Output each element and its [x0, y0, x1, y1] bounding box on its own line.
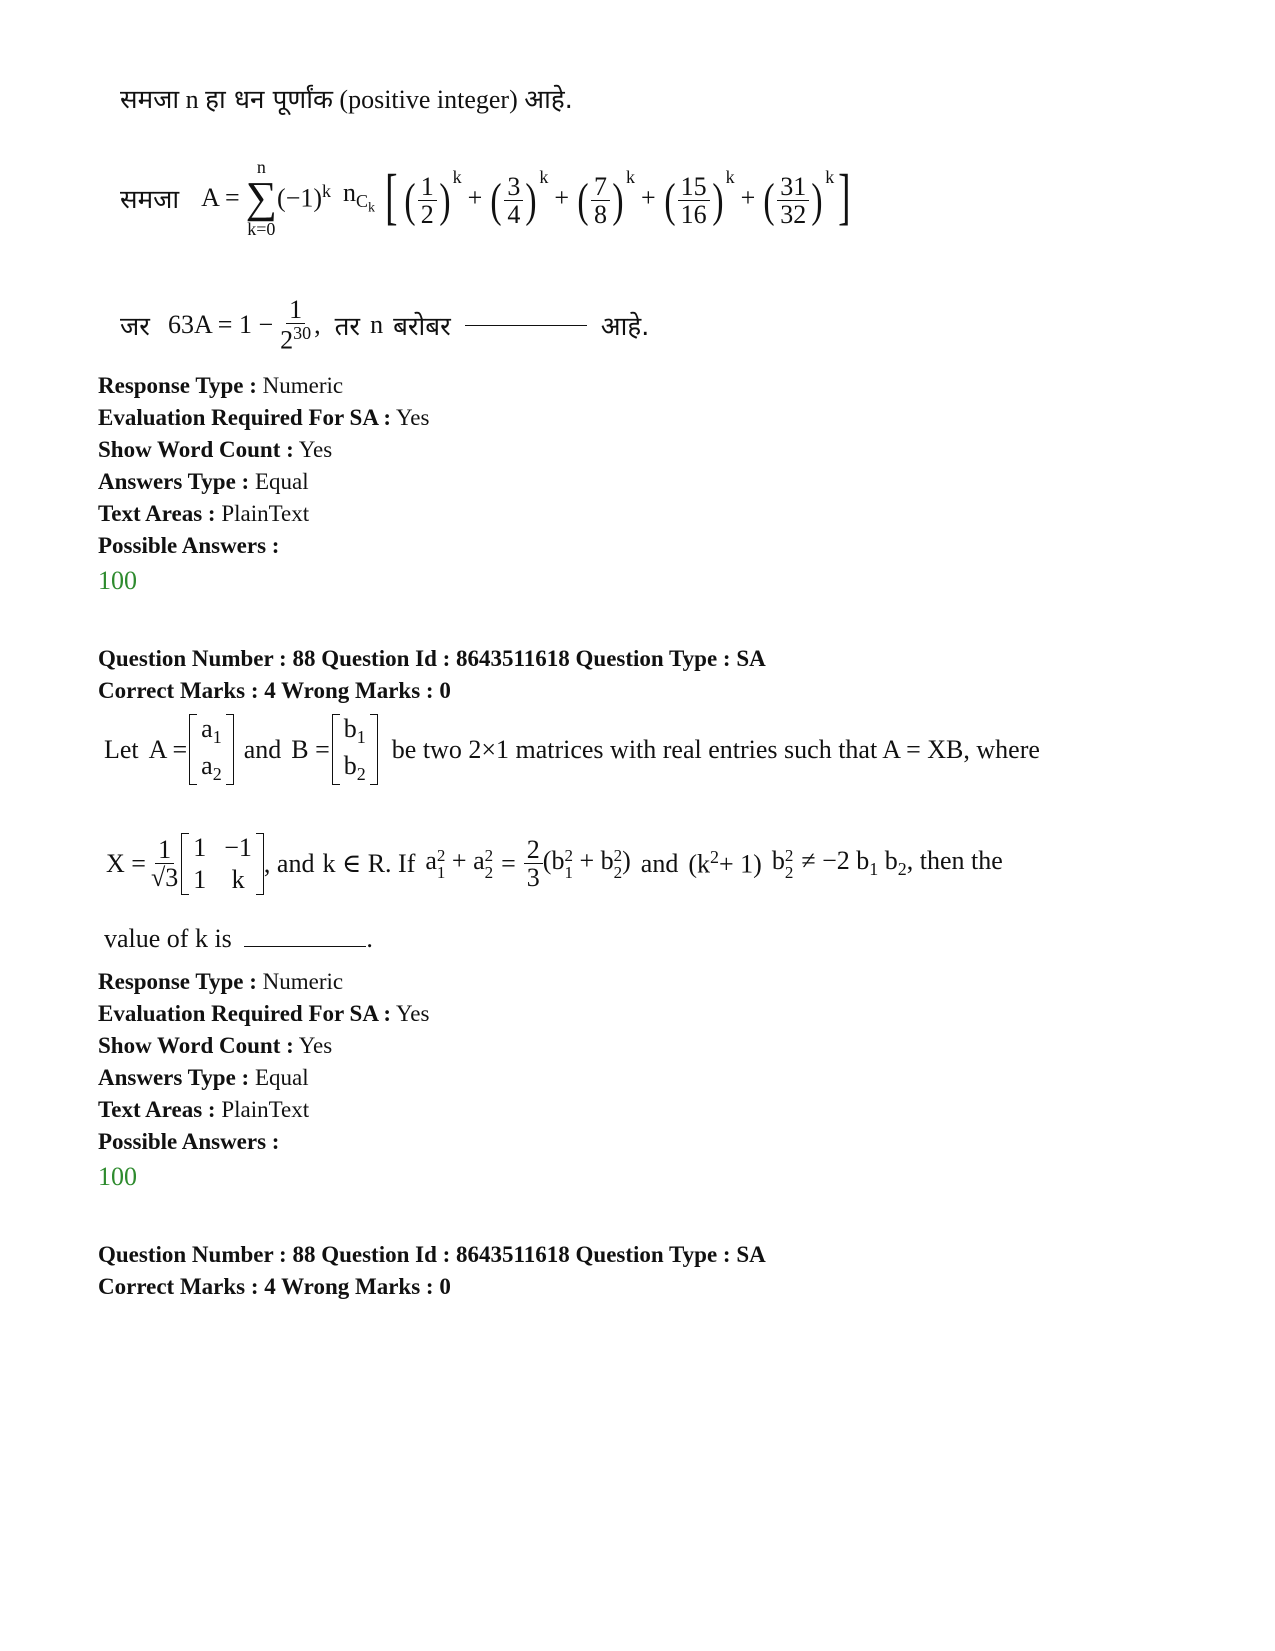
- matrix-a-entry-2: $a_2$: [201, 750, 222, 784]
- binomial-coefficient: $n_{C_k}$: [343, 178, 376, 216]
- matrix-x: [181, 833, 264, 895]
- matrix-a-entry-1: $a_1$: [201, 714, 222, 748]
- q88-line3: value of k is .: [104, 924, 373, 953]
- q88-meta: [98, 966, 429, 1192]
- meta-evaluation-required: Evaluation Required For SA : Yes: [98, 1001, 430, 1026]
- q88-line1-rest: be two 2×1 matrices with real entries such that A = XB, where: [391, 734, 1040, 764]
- term-2: ( $\frac{3}{4}$ ) $^k$: [490, 166, 549, 230]
- question-header-line: Question Number : 88 Question Id : 8643511618 Question Type : SA: [98, 646, 766, 671]
- q87-line1-var-n: n: [185, 85, 199, 114]
- term-4: ( $\frac{15}{16}$ ) $^k$: [664, 166, 735, 230]
- sigma-glyph: ∑: [245, 172, 278, 222]
- plus-sign: +: [554, 182, 569, 212]
- q88-and-2: and: [640, 848, 679, 878]
- q88-header: [98, 643, 766, 707]
- answer-blank: [244, 946, 366, 947]
- sigma-bottom: k=0: [247, 218, 276, 239]
- q87-line1-hindi-c: आहे.: [524, 85, 573, 115]
- q88-line1: [104, 712, 1040, 787]
- q88-text-k-real: k ∈ R. If: [322, 848, 416, 878]
- q87-cond-fraction: $\frac{1}{2^{30}}$: [280, 294, 312, 355]
- q87-cond-expr: 63A = 1 −: [167, 310, 274, 339]
- q88-text-and: , and: [263, 848, 315, 878]
- marks-line: Correct Marks : 4 Wrong Marks : 0: [98, 678, 451, 703]
- q88-a-eq: A =: [148, 734, 188, 764]
- q88-and: and: [243, 734, 282, 764]
- answer-blank: [465, 325, 587, 326]
- q88-neq-expr: ≠ −2 $b_1$ $b_2$, then the: [801, 846, 1003, 880]
- sigma-top: n: [256, 156, 266, 177]
- matrix-a: [189, 714, 234, 784]
- plus-sign: +: [740, 182, 756, 212]
- q87-cond-hindi-d: आहे.: [600, 312, 650, 342]
- sigma-symbol: [246, 158, 277, 238]
- q87-cond-var-n: n: [370, 310, 384, 339]
- close-bracket: ]: [838, 163, 851, 231]
- q88-condition-rhs: (b 2 1 + b 2 2 ): [542, 845, 631, 882]
- x-scalar-fraction: $\frac{1}{√3}$: [150, 834, 179, 892]
- marks-line: Correct Marks : 4 Wrong Marks : 0: [98, 1274, 451, 1299]
- q88-equals: =: [501, 848, 516, 878]
- meta-answers-type: Answers Type : Equal: [98, 469, 309, 494]
- q88-b-eq: B =: [291, 734, 330, 764]
- matrix-b-entry-2: $b_2$: [343, 750, 366, 784]
- q87-line1: [120, 80, 573, 116]
- term-1: ( $\frac{1}{2}$ ) $^k$: [404, 166, 462, 230]
- q87-formula-a: [120, 150, 855, 245]
- meta-text-areas: Text Areas : PlainText: [98, 501, 310, 526]
- q87-line1-english: (positive integer): [339, 85, 518, 114]
- meta-possible-answers: Possible Answers :: [98, 1129, 280, 1154]
- q87-formula-lhs: A =: [201, 182, 240, 212]
- question-header-line: Question Number : 88 Question Id : 8643511618 Question Type : SA: [98, 1242, 766, 1267]
- q88-condition-lhs: a 2 1 + a 2 2: [425, 845, 494, 882]
- meta-text-areas: Text Areas : PlainText: [98, 1097, 310, 1122]
- sign-factor: $(-1)^k$: [277, 181, 332, 213]
- q87-cond-comma: ,: [314, 310, 321, 339]
- meta-response-type: Response Type : Numeric: [98, 969, 344, 994]
- possible-answer-value: 100: [98, 1162, 137, 1191]
- q87-cond-hindi-c: बरोबर: [393, 312, 451, 342]
- meta-show-word-count: Show Word Count : Yes: [98, 1033, 333, 1058]
- matrix-x-entry-21: 1: [193, 864, 207, 894]
- plus-sign: +: [640, 182, 656, 212]
- q88-x-eq: X =: [106, 848, 146, 878]
- q87-cond-hindi-a: जर: [120, 312, 150, 342]
- matrix-x-entry-11: 1: [193, 832, 207, 862]
- plus-sign: +: [467, 182, 483, 212]
- q87-formula-hindi: समजा: [120, 184, 180, 215]
- meta-answers-type: Answers Type : Equal: [98, 1065, 309, 1090]
- open-bracket: [: [385, 163, 398, 231]
- two-thirds-fraction: $\frac{2}{3}$: [524, 836, 543, 892]
- term-3: ( $\frac{7}{8}$ ) $^k$: [577, 166, 635, 230]
- meta-evaluation-required: Evaluation Required For SA : Yes: [98, 405, 430, 430]
- q88-let: Let: [104, 734, 139, 764]
- q88-value-of-k: value of k is: [104, 924, 232, 953]
- meta-possible-answers: Possible Answers :: [98, 533, 280, 558]
- q89-header: [98, 1239, 766, 1303]
- q87-condition: [120, 290, 649, 360]
- possible-answer-value: 100: [98, 566, 137, 595]
- q87-cond-hindi-b: तर: [334, 312, 361, 342]
- matrix-b: [332, 714, 378, 784]
- q88-b2-squared: b 2 2: [771, 845, 794, 882]
- q87-line1-hindi-a: समजा: [120, 85, 180, 115]
- meta-show-word-count: Show Word Count : Yes: [98, 437, 333, 462]
- q88-k-squared: $(k^2+ 1)$: [688, 847, 762, 879]
- matrix-b-entry-1: $b_1$: [343, 714, 366, 748]
- meta-response-type: Response Type : Numeric: [98, 373, 344, 398]
- q88-line2: [106, 826, 1003, 901]
- matrix-x-entry-22: k: [231, 864, 245, 894]
- term-5: ( $\frac{31}{32}$ ) $^k$: [763, 166, 835, 230]
- matrix-x-entry-12: −1: [224, 832, 252, 862]
- q87-meta: [98, 370, 429, 596]
- q87-line1-hindi-b: हा धन पूर्णांक: [205, 85, 333, 115]
